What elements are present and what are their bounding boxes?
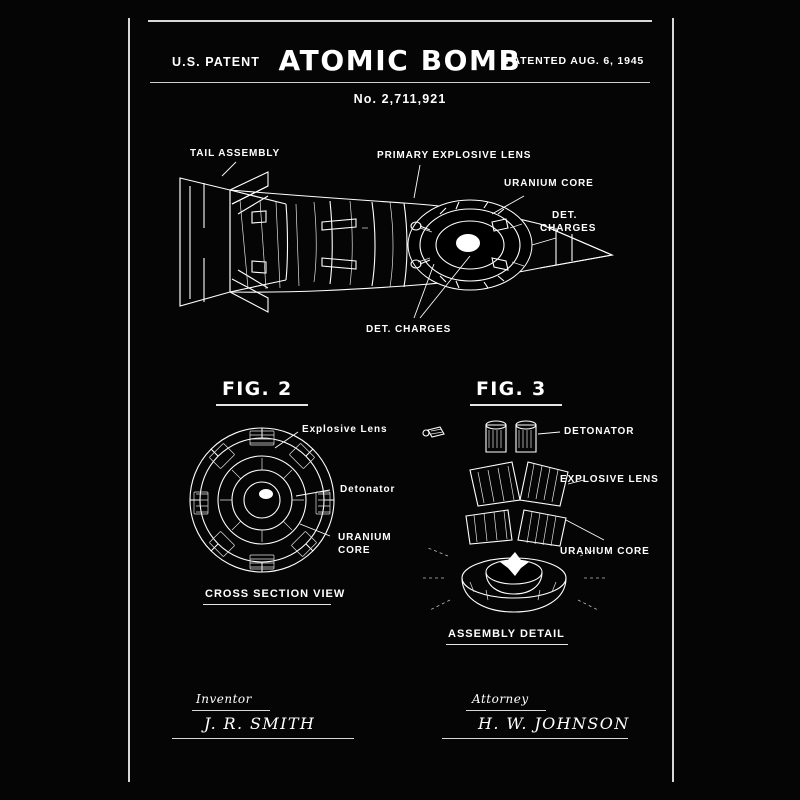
- inventor-signature-rule: [172, 738, 354, 739]
- label-explosive-lens-fig3: EXPLOSIVE LENS: [560, 474, 659, 485]
- patent-office-label: U.S. PATENT: [172, 55, 261, 69]
- patent-date-label: PATENTED AUG. 6, 1945: [505, 55, 644, 67]
- fig3-explosive-lens-parts: [466, 462, 568, 546]
- label-detonator-fig3: DETONATOR: [564, 426, 635, 437]
- label-uranium-core-fig3: URANIUM CORE: [560, 546, 650, 557]
- attorney-signature: H. W. JOHNSON: [478, 714, 630, 733]
- label-uranium-core-fig1: URANIUM CORE: [504, 178, 594, 189]
- label-detonator-fig2: Detonator: [340, 484, 396, 495]
- attorney-role-rule: [466, 710, 546, 711]
- fig2-sub-caption: CROSS SECTION VIEW: [205, 588, 346, 600]
- fig3-detonator-parts: [423, 421, 536, 452]
- label-primary-explosive-lens: PRIMARY EXPLOSIVE LENS: [377, 150, 532, 161]
- inventor-role-label: Inventor: [196, 692, 252, 706]
- label-tail-assembly: TAIL ASSEMBLY: [190, 148, 281, 159]
- inventor-role-rule: [192, 710, 270, 711]
- patent-number: No. 2,711,921: [353, 92, 447, 106]
- fig2-caption: FIG. 2: [222, 378, 293, 400]
- label-det-charges-right-1: DET.: [552, 210, 578, 221]
- label-uranium-core-fig2-1: URANIUM: [338, 532, 392, 543]
- fig3-caption: FIG. 3: [476, 378, 547, 400]
- label-uranium-core-fig2-2: CORE: [338, 545, 371, 556]
- label-explosive-lens-fig2: Explosive Lens: [302, 424, 388, 435]
- fig3-sub-caption-rule: [446, 644, 568, 645]
- fig3-sub-caption: ASSEMBLY DETAIL: [448, 628, 565, 640]
- label-det-charges-right-2: CHARGES: [540, 223, 597, 234]
- inventor-signature: J. R. SMITH: [204, 714, 316, 733]
- attorney-role-label: Attorney: [472, 692, 529, 706]
- page-title: ATOMIC BOMB: [278, 44, 522, 77]
- fig3-leader-lines: [538, 432, 604, 540]
- label-det-charges-bottom: DET. CHARGES: [366, 324, 452, 335]
- attorney-signature-rule: [442, 738, 628, 739]
